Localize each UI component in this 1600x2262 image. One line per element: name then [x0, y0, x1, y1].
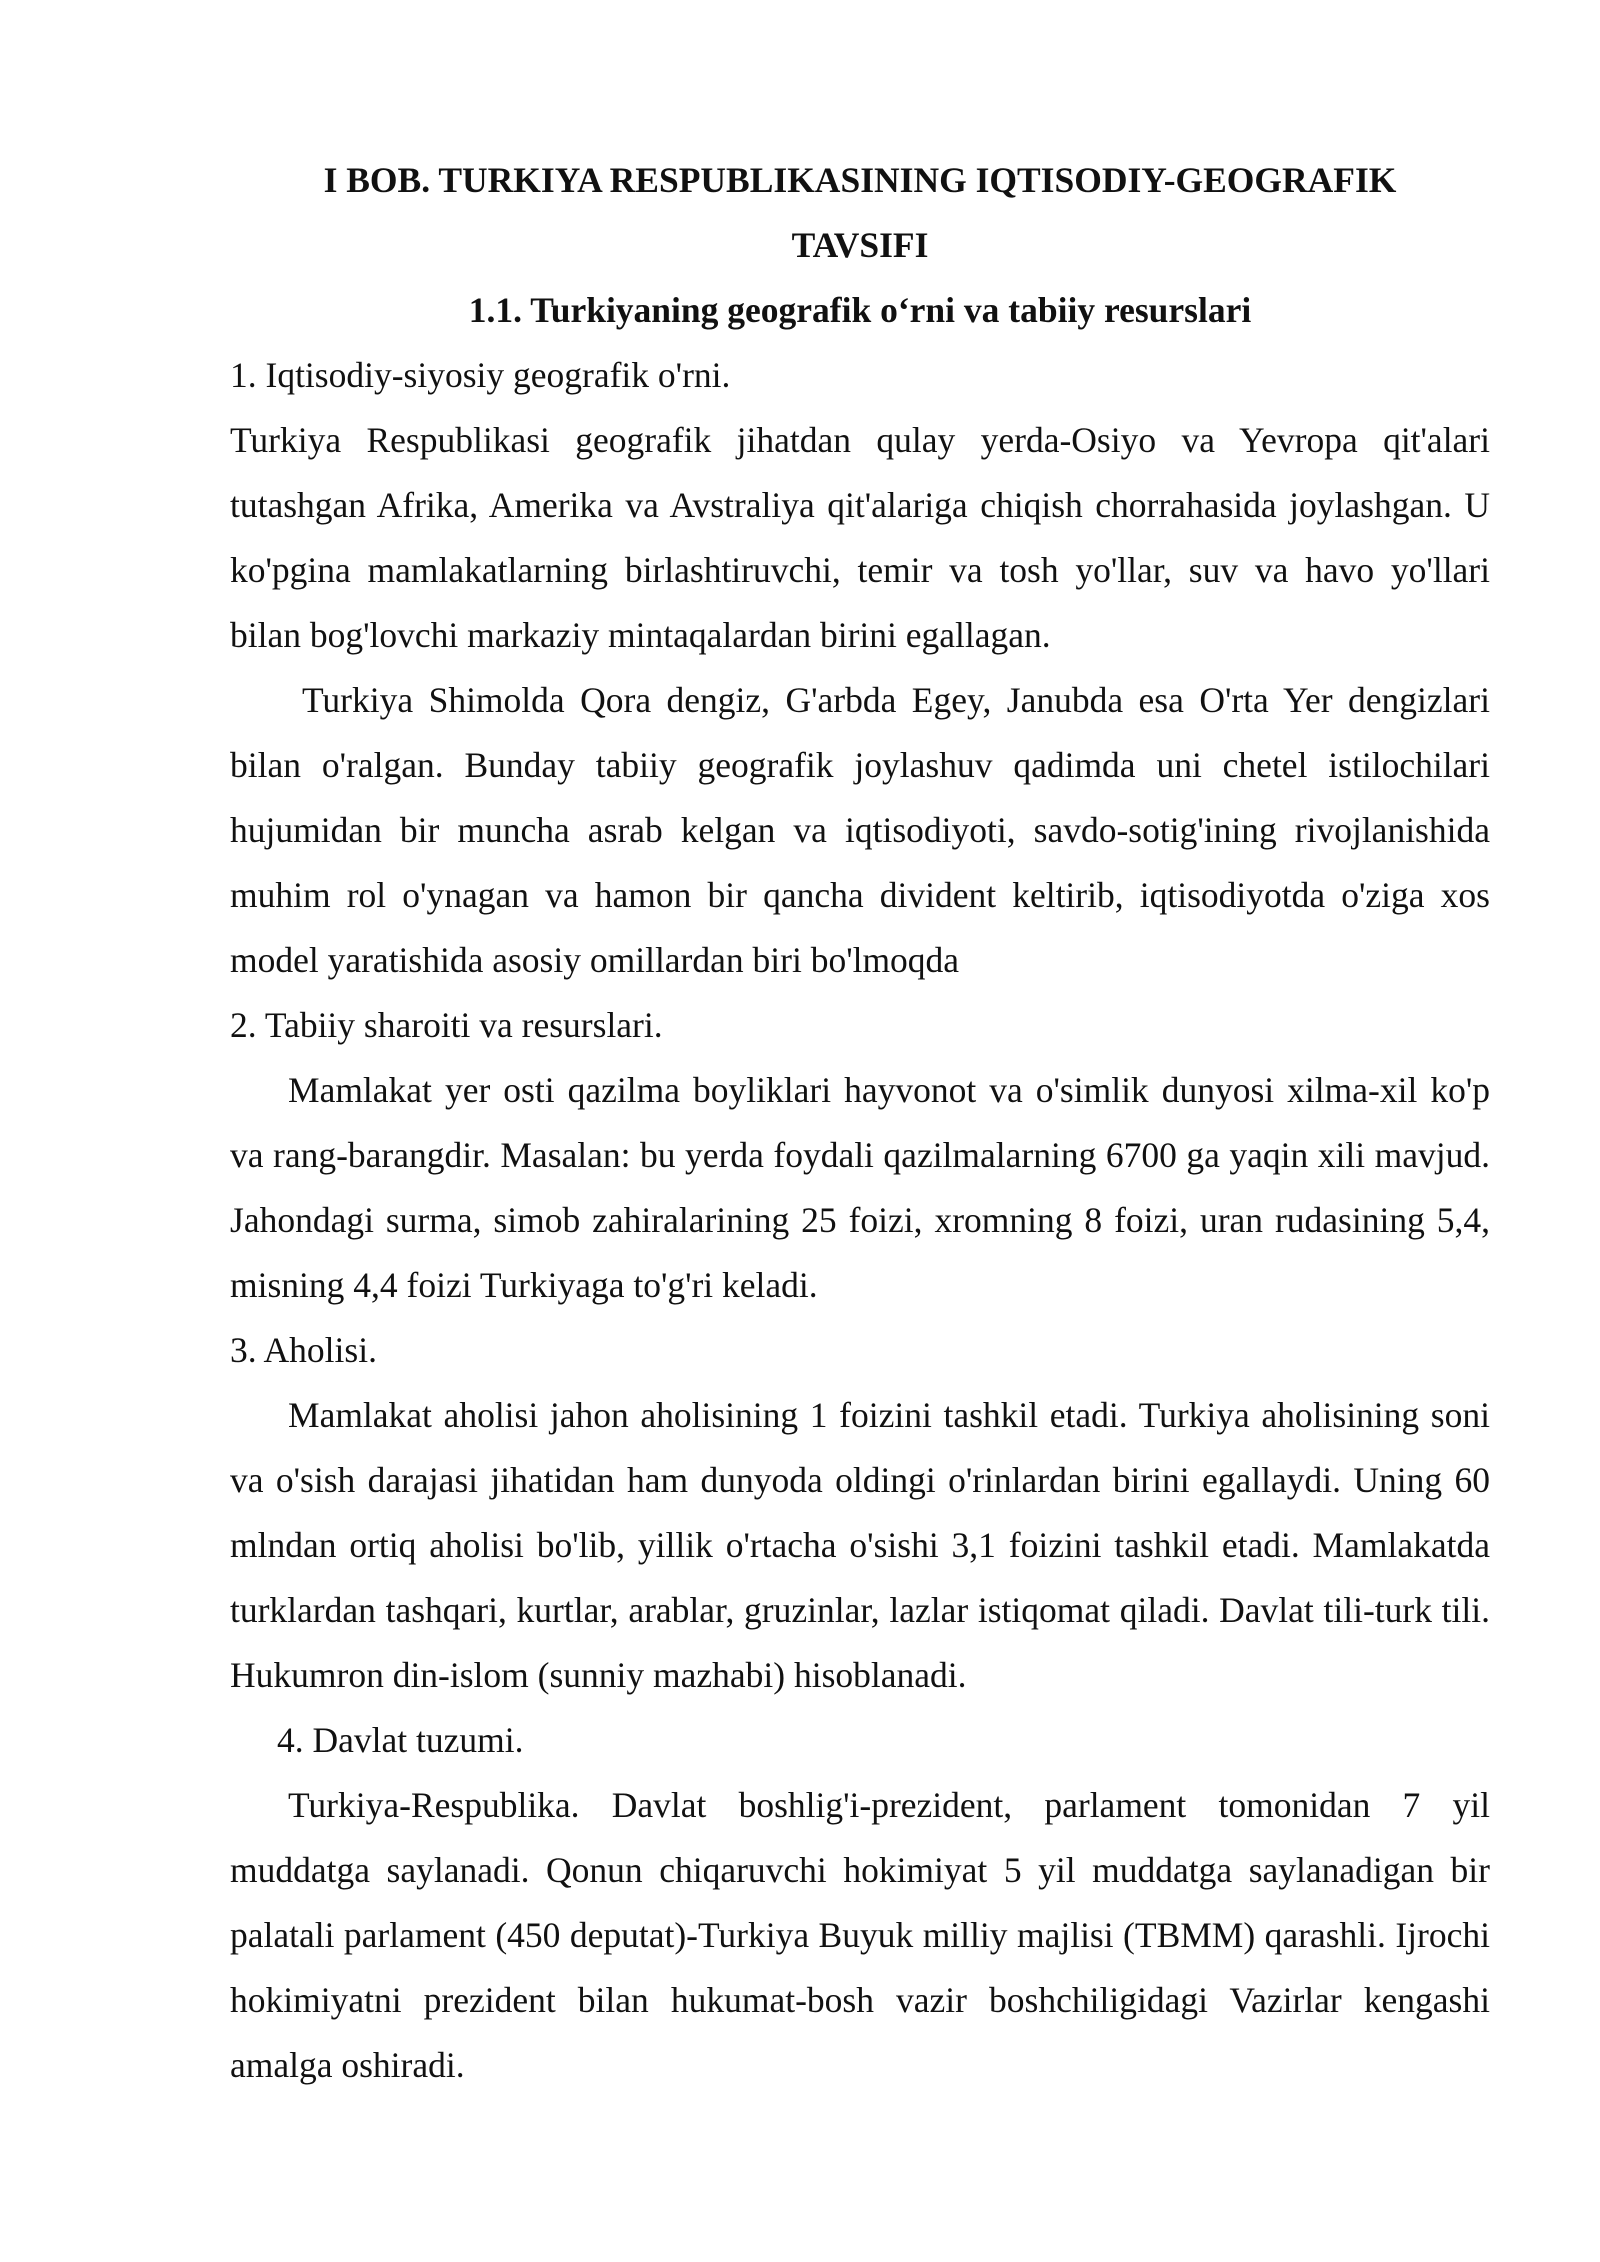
section-heading: 2. Tabiiy sharoiti va resurslari.	[230, 1005, 663, 1045]
paragraph: Turkiya-Respublika. Davlat boshlig'i-prezident, parlament tomonidan 7 yil muddatga saylanadi. Qonun chiqaruvchi hokimiyat 5 yil muddatga saylanadigan bir palatali parlament (450 deputat)-Turkiya Buyuk milliy majlisi (TBMM) qarashli. Ijrochi hokimiyatni prezident bilan hukumat-bosh vazir boshchiligidagi Vazirlar kengashi amalga oshiradi.	[230, 1785, 1490, 2085]
section-natural-resources	[230, 993, 1490, 1318]
section-heading: 4. Davlat tuzumi.	[277, 1720, 524, 1760]
chapter-title-line-1: I BOB. TURKIYA RESPUBLIKASINING IQTISODIY-GEOGRAFIK	[323, 160, 1397, 200]
chapter-title-line-2: TAVSIFI	[791, 225, 929, 265]
section-heading: 3. Aholisi.	[230, 1330, 377, 1370]
section-location	[230, 343, 1490, 993]
paragraph: Turkiya Respublikasi geografik jihatdan qulay yerda-Osiyo va Yevropa qit'alari tutashgan Afrika, Amerika va Avstraliya qit'alariga chiqish chorrahasida joylashgan. U ko'pgina mamlakatlarning birlashtiruvchi, temir va tosh yo'llar, suv va havo yo'llari bilan bog'lovchi markaziy mintaqalardan birini egallagan.	[230, 420, 1490, 655]
paragraph: Mamlakat yer osti qazilma boyliklari hayvonot va o'simlik dunyosi xilma-xil ko'p va rang-barangdir. Masalan: bu yerda foydali qazilmalarning 6700 ga yaqin xili mavjud. Jahondagi surma, simob zahiralarining 25 foizi, xromning 8 foizi, uran rudasining 5,4, misning 4,4 foizi Turkiyaga to'g'ri keladi.	[230, 1070, 1490, 1305]
paragraph: Turkiya Shimolda Qora dengiz, G'arbda Egey, Janubda esa O'rta Yer dengizlari bilan o'ralgan. Bunday tabiiy geografik joylashuv qadimda uni chetel istilochilari hujumidan bir muncha asrab kelgan va iqtisodiyoti, savdo-sotig'ining rivojlanishida muhim rol o'ynagan va hamon bir qancha divident keltirib, iqtisodiyotda o'ziga xos model yaratishida asosiy omillardan biri bo'lmoqda	[230, 680, 1490, 980]
section-heading: 1. Iqtisodiy-siyosiy geografik o'rni.	[230, 355, 731, 395]
section-state-structure	[230, 1708, 1490, 2098]
section-population	[230, 1318, 1490, 1708]
document-page	[230, 148, 1490, 2098]
subsection-title: 1.1. Turkiyaning geografik o‘rni va tabiiy resurslari	[468, 290, 1252, 330]
paragraph: Mamlakat aholisi jahon aholisining 1 foizini tashkil etadi. Turkiya aholisining soni va o'sish darajasi jihatidan ham dunyoda oldingi o'rinlardan birini egallaydi. Uning 60 mlndan ortiq aholisi bo'lib, yillik o'rtacha o'sishi 3,1 foizini tashkil etadi. Mamlakatda turklardan tashqari, kurtlar, arablar, gruzinlar, lazlar istiqomat qiladi. Davlat tili-turk tili. Hukumron din-islom (sunniy mazhabi) hisoblanadi.	[230, 1395, 1490, 1695]
chapter-title	[230, 148, 1490, 278]
